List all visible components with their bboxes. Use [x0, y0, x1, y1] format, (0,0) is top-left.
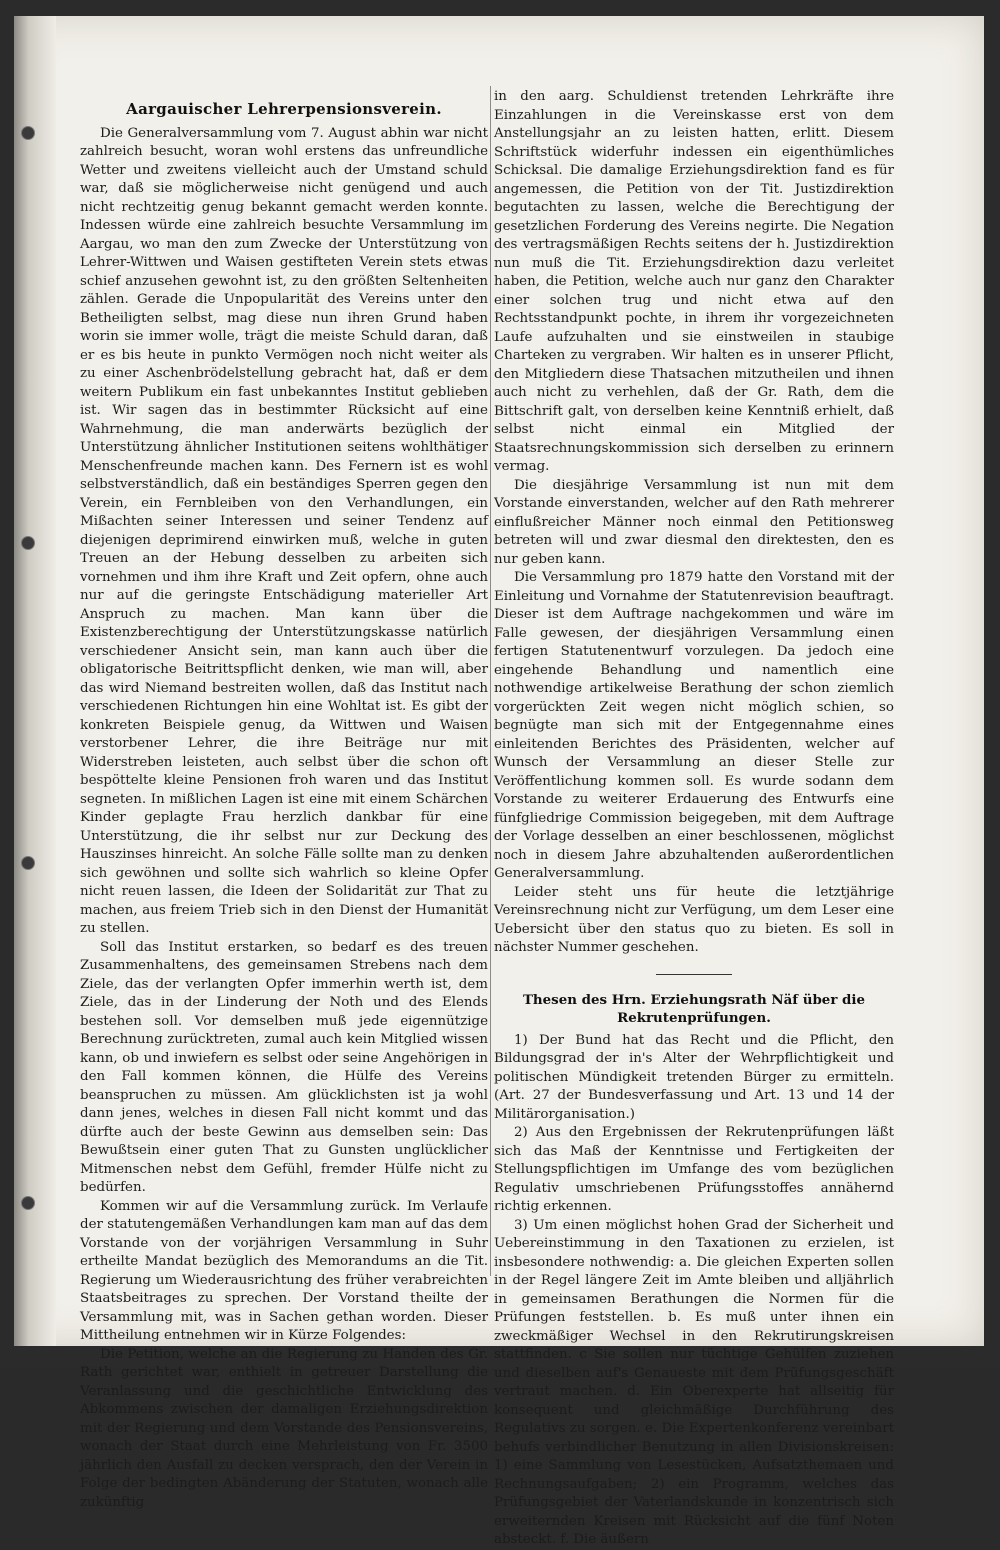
- section-title: Thesen des Hrn. Erziehungsrath Näf über die Rekrutenprüfungen.: [522, 991, 866, 1026]
- right-column: [494, 88, 894, 1550]
- binding-gutter: [14, 16, 56, 1346]
- paragraph: Die Generalversammlung vom 7. August abhin war nicht zahlreich besucht, woran wohl erstens das unfreundliche Wetter und zweitens vielleicht auch der Umstand schuld war, daß sie möglicherweise nicht genügend und auch nicht rechtzeitig genug bekannt gemacht werden konnte. Indessen würde eine zahlreich besuchte Versammlung im Aargau, wo man den zum Zwecke der Unterstützung von Lehrer-Wittwen und Waisen gestifteten Verein stets etwas schief anzusehen gewohnt ist, zu den größten Seltenheiten zählen. Gerade die Unpopularität des Vereins unter den Betheiligten selbst, mag diese nun ihren Grund haben worin sie immer wolle, trägt die meiste Schuld daran, daß er es bis heute in punkto Vermögen noch nicht weiter als zu einer Aschenbrödelstellung gebracht hat, daß er dem weitern Publikum ein fast unbekanntes Institut geblieben ist. Wir sagen das in bestimmter Rücksicht auf eine Wahrnehmung, die man anderwärts bezüglich der Unterstützung ähnlicher Institutionen seitens wohlthätiger Menschenfreunde machen kann. Des Fernern ist es wohl selbstverständlich, daß ein beständiges Sperren gegen den Verein, ein Fernbleiben von den Verhandlungen, ein Mißachten seiner Interessen und seiner Tendenz auf diejenigen deprimirend einwirken muß, welche in guten Treuen an der Hebung desselben zu arbeiten sich vornehmen und ihm ihre Kraft und Zeit opfern, ohne auch nur auf die geringste Entschädigung materieller Art Anspruch zu machen. Man kann über die Existenzberechtigung der Unterstützungskasse natürlich verschiedener Ansicht sein, man kann auch über die obligatorische Beitrittspflicht denken, wie man will, aber das wird Niemand bestreiten wollen, daß das Institut nach verschiedenen Richtungen hin eine Wohltat ist. Es gibt der konkreten Beispiele genug, da Wittwen und Waisen verstorbener Lehrer, die ihre Beiträge nur mit Widerstreben leisteten, auch selbst über die schon oft bespöttelte kleine Pensionen froh waren und das Institut segneten. In mißlichen Lagen ist eine mit einem Schärchen Kinder geplagte Frau herzlich dankbar für eine Unterstützung, die ihr selbst nur zur Deckung des Hauszinses hinreicht. An solche Fälle sollte man zu denken sich gewöhnen und sollte sich wahrlich so kleine Opfer nicht reuen lassen, die Ideen der Solidarität zur That zu machen, aus freiem Trieb sich in den Dienst der Humanität zu stellen.: [80, 125, 488, 936]
- paragraph: Die diesjährige Versammlung ist nun mit dem Vorstande einverstanden, welcher auf den Rath mehrerer einflußreicher Männer noch einmal den Petitionsweg betreten will und zwar diesmal den direktesten, den es nur geben kann.: [494, 477, 894, 567]
- column-divider: [490, 86, 491, 1276]
- paragraph: Soll das Institut erstarken, so bedarf es des treuen Zusammenhaltens, des gemeinsamen Strebens nach dem Ziele, das der verlangten Opfer immerhin werth ist, dem Ziele, das in der Linderung der Noth und des Elends bestehen soll. Vor demselben muß jede eigennützige Berechnung zurücktreten, zumal auch kein Mitglied wissen kann, ob und inwiefern es selbst oder seine Angehörigen in den Fall kommen können, die Hülfe des Vereins beanspruchen zu müssen. Am glücklichsten ist ja wohl dann jenes, welches in diesen Fall nicht kommt und das dürfte auch der beste Gewinn aus demselben sein: Das Bewußtsein einer guten That zu Gunsten unglücklicher Mitmenschen nebst dem Gefühl, fremder Hülfe nicht zu bedürfen.: [80, 939, 488, 1195]
- paragraph: Kommen wir auf die Versammlung zurück. Im Verlaufe der statutengemäßen Verhandlungen kam man auf das dem Vorstande von der vorjährigen Versammlung in Suhr ertheilte Mandat bezüglich des Memorandums an die Tit. Regierung um Wiederausrichtung des früher verabreichten Staatsbeitrages zu sprechen. Der Vorstand theilte der Versammlung mit, was in Sachen gethan worden. Dieser Mittheilung entnehmen wir in Kürze Folgendes:: [80, 1198, 488, 1343]
- left-column: [80, 100, 488, 1512]
- binding-hole: [21, 536, 35, 550]
- binding-hole: [21, 126, 35, 140]
- binding-hole: [21, 1196, 35, 1210]
- thesis-paragraph: 1) Der Bund hat das Recht und die Pflicht, den Bildungsgrad der in's Alter der Wehrpflichtigkeit und politischen Mündigkeit tretenden Bürger zu ermitteln. (Art. 27 der Bundesverfassung und Art. 13 und 14 der Militärorganisation.): [494, 1032, 894, 1122]
- binding-hole: [21, 856, 35, 870]
- paragraph: Die Petition, welche an die Regierung zu Handen des Gr. Rath gerichtet war, enthielt in getreuer Darstellung die Veranlassung und die geschichtliche Entwicklung des Abkommens zwischen der damaligen Erziehungsdirektion mit der Regierung und dem Vorstande des Pensionsvereins, wonach der Staat durch eine Mehrleistung von Fr. 3500 jährlich den Ausfall zu decken versprach, den der Verein in Folge der bedingten Abänderung der Statuten, wonach alle zukünftig: [80, 1346, 488, 1510]
- article-title: Aargauischer Lehrerpensionsverein.: [126, 100, 442, 118]
- thesis-paragraph: 2) Aus den Ergebnissen der Rekrutenprüfungen läßt sich das Maß der Kenntnisse und Fertigkeiten der Stellungspflichtigen im Umfange des vom bezüglichen Regulativ umschriebenen Prüfungsstoffes annähernd richtig erkennen.: [494, 1125, 894, 1214]
- thesis-paragraph: 3) Um einen möglichst hohen Grad der Sicherheit und Uebereinstimmung in den Taxationen zu erzielen, ist insbesondere nothwendig: a. Die gleichen Experten sollen in der Regel längere Zeit im Amte bleiben und alljährlich in gemeinsamen Berathungen die Normen für die Prüfungen feststellen. b. Es muß unter ihnen ein zweckmäßiger Wechsel in den Rekrutirungskreisen stattfinden. c Sie sollen nur tüchtige Gehülfen zuziehen und dieselben auf's Genaueste mit dem Prüfungsgeschäft vertraut machen. d. Ein Oberexperte hat allseitig für konsequent und gleichmäßige Durchführung des Regulativs zu sorgen. e. Die Expertenkonferenz vereinbart behufs verbindlicher Benutzung in allen Divisionskreisen: 1) eine Sammlung von Lesestücken, Aufsatzthemaen und Rechnungsaufgaben; 2) ein Programm, welches das Prüfungsgebiet der Vaterlandskunde in konzentrisch sich erweiternden Kreisen mit Rücksicht auf die fünf Noten absteckt. f. Die äußern: [494, 1217, 894, 1547]
- paragraph: Die Versammlung pro 1879 hatte den Vorstand mit der Einleitung und Vornahme der Statutenrevision beauftragt. Dieser ist dem Auftrage nachgekommen und wäre im Falle gewesen, der diesjährigen Versammlung einen fertigen Statutenentwurf vorzulegen. Da jedoch eine eingehende Behandlung und namentlich eine nothwendige artikelweise Berathung der schon ziemlich vorgerückten Zeit wegen nicht möglich schien, so begnügte man sich mit der Entgegennahme eines einleitenden Berichtes des Präsidenten, welcher auf Wunsch der Versammlung an dieser Stelle zur Veröffentlichung kommen soll. Es wurde sodann dem Vorstande zu weiterer Erdauerung des Entwurfs eine fünfgliedrige Commission beigegeben, mit dem Auftrage der Vorlage desselben an einer beschlossenen, möglichst noch in diesem Jahre abzuhaltenden außerordentlichen Generalversammlung.: [494, 570, 894, 881]
- paragraph: in den aarg. Schuldienst tretenden Lehrkräfte ihre Einzahlungen in die Vereinskasse erst von dem Anstellungsjahr an zu leisten hatten, erlitt. Diesem Schriftstück widerfuhr indessen ein eigenthümliches Schicksal. Die damalige Erziehungsdirektion fand es für angemessen, die Petition von der Tit. Justizdirektion begutachten zu lassen, welche die Berechtigung der gesetzlichen Forderung des Vereins negirte. Die Negation des vertragsmäßigen Rechts seitens der h. Justizdirektion nun muß die Tit. Erziehungsdirektion dazu verleitet haben, die Petition, welche auch nur ganz den Charakter einer solchen trug und nicht etwa auf den Rechtsstandpunkt pochte, in ihrem ihr vorgezeichneten Laufe aufzuhalten und sie einstweilen in staubige Charteken zu vergraben. Wir halten es in unserer Pflicht, den Mitgliedern diese Thatsachen mitzutheilen und ihnen auch nicht zu verhehlen, daß der Gr. Rath, dem die Bittschrift galt, von derselben keine Kenntniß erhielt, daß selbst nicht einmal ein Mitglied der Staatsrechnungskommission sich derselben zu erinnern vermag.: [494, 89, 894, 474]
- paragraph: Leider steht uns für heute die letztjährige Vereinsrechnung nicht zur Verfügung, um dem Leser eine Uebersicht über den status quo zu bieten. Es soll in nächster Nummer geschehen.: [494, 884, 894, 955]
- section-separator: [656, 974, 732, 975]
